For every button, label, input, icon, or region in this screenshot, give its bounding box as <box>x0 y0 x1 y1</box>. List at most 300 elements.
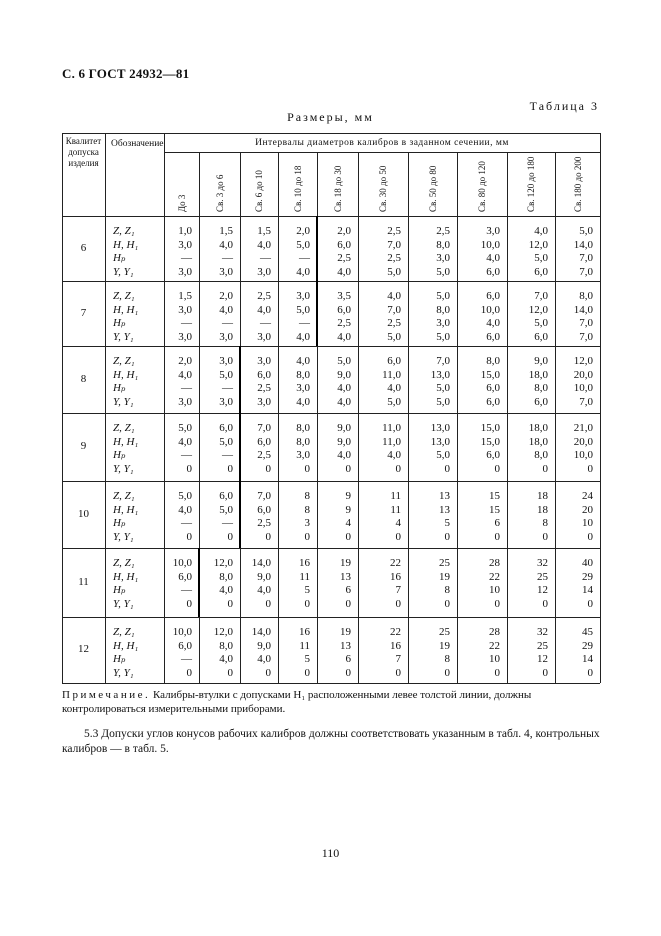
value-cell: 2,5 <box>387 225 401 237</box>
value-cell: 0 <box>345 666 351 679</box>
value-cell: 8,0 <box>219 570 233 583</box>
value-cell: 0 <box>227 530 233 543</box>
value-cell: 0 <box>395 530 401 543</box>
value-cell: 7,0 <box>579 265 593 278</box>
value-cell: 8 <box>304 503 310 516</box>
value-cell: 4,0 <box>387 449 401 461</box>
column-divider <box>62 133 63 683</box>
row-divider <box>62 548 600 549</box>
value-cell: 3,0 <box>219 355 233 367</box>
value-cell: 9,0 <box>257 639 271 652</box>
value-cell: 4,0 <box>486 252 500 264</box>
value-cell: 0 <box>304 462 310 475</box>
value-cell: 6,0 <box>178 639 192 652</box>
value-cell: 8,0 <box>296 422 310 434</box>
value-cell: 0 <box>395 597 401 610</box>
value-cell: 4,0 <box>178 368 192 381</box>
value-cell: 14,0 <box>573 238 593 251</box>
value-cell: 8 <box>304 490 310 502</box>
value-cell: 40 <box>582 557 593 569</box>
value-cell: 6,0 <box>337 238 351 251</box>
value-cell: 3,0 <box>219 395 233 408</box>
value-cell: 12,0 <box>573 355 593 367</box>
value-cell: 4,0 <box>257 584 271 596</box>
value-cell: 14 <box>582 584 593 596</box>
interval-header: Св. 180 до 200 <box>572 156 583 212</box>
value-cell: 11 <box>299 639 310 652</box>
value-cell: 28 <box>489 557 500 569</box>
value-cell: 19 <box>439 570 450 583</box>
value-cell: 6 <box>494 517 500 529</box>
value-cell: 18 <box>537 490 548 502</box>
value-cell: 5,0 <box>387 330 401 343</box>
value-cell: 5,0 <box>579 225 593 237</box>
value-cell: 2,5 <box>436 225 450 237</box>
value-cell: 0 <box>345 530 351 543</box>
value-cell: 25 <box>537 570 548 583</box>
value-cell: 14 <box>582 653 593 665</box>
value-cell: 15 <box>489 503 500 516</box>
value-cell: 9 <box>345 490 351 502</box>
value-cell: 6,0 <box>337 303 351 316</box>
value-cell: 20 <box>582 503 593 516</box>
value-cell: 3,0 <box>178 330 192 343</box>
designation-label: Y, Y₁ <box>113 265 134 278</box>
row-divider <box>62 413 600 414</box>
designation-label: H, H₁ <box>113 238 139 251</box>
value-cell: 19 <box>340 557 351 569</box>
value-cell: 6,0 <box>486 449 500 461</box>
designation-label: Y, Y₁ <box>113 530 134 543</box>
value-cell: — <box>222 517 233 529</box>
quality-cell: 6 <box>80 241 87 254</box>
value-cell: 0 <box>186 530 192 543</box>
value-cell: 0 <box>395 462 401 475</box>
header-intervals: Интервалы диаметров калибров в заданном сечении, мм <box>255 138 509 148</box>
value-cell: 10 <box>489 653 500 665</box>
value-cell: 3,0 <box>257 355 271 367</box>
value-cell: 25 <box>439 626 450 638</box>
value-cell: 0 <box>587 530 593 543</box>
value-cell: 0 <box>345 597 351 610</box>
value-cell: 8,0 <box>579 290 593 302</box>
value-cell: 20,0 <box>573 368 593 381</box>
value-cell: 10,0 <box>480 238 500 251</box>
value-cell: 2,0 <box>337 225 351 237</box>
value-cell: 10 <box>489 584 500 596</box>
value-cell: 5,0 <box>436 395 450 408</box>
value-cell: 4,0 <box>337 382 351 394</box>
value-cell: 3,0 <box>436 317 450 329</box>
value-cell: 24 <box>582 490 593 502</box>
value-cell: 0 <box>265 462 271 475</box>
value-cell: 7,0 <box>387 238 401 251</box>
designation-label: Hₚ <box>113 584 126 596</box>
value-cell: 7 <box>395 584 401 596</box>
quality-cell: 8 <box>80 372 87 385</box>
value-cell: 5,0 <box>387 265 401 278</box>
value-cell: 2,5 <box>387 252 401 264</box>
value-cell: 0 <box>542 597 548 610</box>
designation-label: Z, Z₁ <box>113 557 135 569</box>
value-cell: 11 <box>390 490 401 502</box>
interval-header: Св. 30 до 50 <box>378 165 388 212</box>
value-cell: 7,0 <box>579 395 593 408</box>
value-cell: 4,0 <box>219 584 233 596</box>
interval-header: До 3 <box>176 194 187 212</box>
value-cell: 21,0 <box>573 422 593 434</box>
value-cell: 5,0 <box>178 422 192 434</box>
header-quality: Квалитет допуска изделия <box>65 136 102 168</box>
value-cell: 5,0 <box>219 435 233 448</box>
value-cell: 4,0 <box>387 290 401 302</box>
units-label: Размеры, мм <box>287 110 374 124</box>
value-cell: 6,0 <box>219 422 233 434</box>
value-cell: 11,0 <box>382 435 401 448</box>
table-label: Таблица 3 <box>529 99 599 113</box>
value-cell: 8,0 <box>296 368 310 381</box>
value-cell: 29 <box>582 570 593 583</box>
value-cell: — <box>181 653 192 665</box>
value-cell: 0 <box>494 597 500 610</box>
designation-label: H, H₁ <box>113 503 139 516</box>
value-cell: 2,5 <box>257 449 271 461</box>
value-cell: 4,0 <box>178 435 192 448</box>
value-cell: 32 <box>537 626 548 638</box>
value-cell: 13,0 <box>430 422 450 434</box>
value-cell: 4,0 <box>387 382 401 394</box>
value-cell: 5,0 <box>436 449 450 461</box>
value-cell: — <box>222 317 233 329</box>
value-cell: 7,0 <box>579 317 593 329</box>
value-cell: 3,0 <box>257 330 271 343</box>
value-cell: 16 <box>299 557 310 569</box>
value-cell: 9,0 <box>337 422 351 434</box>
value-cell: 14,0 <box>573 303 593 316</box>
row-divider <box>62 281 600 282</box>
value-cell: 9,0 <box>337 368 351 381</box>
value-cell: 32 <box>537 557 548 569</box>
value-cell: 4,0 <box>486 317 500 329</box>
value-cell: 11 <box>390 503 401 516</box>
value-cell: 0 <box>345 462 351 475</box>
value-cell: 1,5 <box>219 225 233 237</box>
value-cell: 5,0 <box>178 490 192 502</box>
value-cell: 3,0 <box>219 330 233 343</box>
value-cell: 2,0 <box>178 355 192 367</box>
value-cell: 6,0 <box>534 395 548 408</box>
value-cell: 6 <box>345 584 351 596</box>
value-cell: 0 <box>444 597 450 610</box>
value-cell: 9 <box>345 503 351 516</box>
value-cell: 0 <box>587 597 593 610</box>
value-cell: 12 <box>537 653 548 665</box>
designation-label: Y, Y₁ <box>113 462 134 475</box>
designation-label: Hₚ <box>113 517 126 529</box>
value-cell: 0 <box>227 462 233 475</box>
value-cell: 4,0 <box>296 395 310 408</box>
value-cell: 3,0 <box>296 290 310 302</box>
quality-cell: 9 <box>80 440 87 452</box>
value-cell: 12,0 <box>213 557 233 569</box>
column-divider <box>105 133 106 683</box>
value-cell: 3,0 <box>436 252 450 264</box>
value-cell: 6,0 <box>257 503 271 516</box>
value-cell: 10,0 <box>172 626 192 638</box>
value-cell: 1,5 <box>257 225 271 237</box>
value-cell: 8 <box>444 653 450 665</box>
value-cell: 12 <box>537 584 548 596</box>
designation-label: Y, Y₁ <box>113 330 134 343</box>
value-cell: 8,0 <box>436 303 450 316</box>
value-cell: 10,0 <box>573 382 593 394</box>
value-cell: 3,5 <box>337 290 351 302</box>
value-cell: 0 <box>587 462 593 475</box>
value-cell: 6,0 <box>534 265 548 278</box>
value-cell: 9,0 <box>534 355 548 367</box>
value-cell: 4,0 <box>337 395 351 408</box>
value-cell: — <box>222 252 233 264</box>
table-border-top <box>62 133 600 134</box>
value-cell: 13 <box>340 570 351 583</box>
value-cell: 3,0 <box>296 382 310 394</box>
value-cell: 5 <box>304 653 310 665</box>
value-cell: 7,0 <box>257 422 271 434</box>
value-cell: 5,0 <box>436 265 450 278</box>
value-cell: 25 <box>439 557 450 569</box>
value-cell: 9,0 <box>337 435 351 448</box>
value-cell: 0 <box>304 666 310 679</box>
value-cell: 0 <box>444 530 450 543</box>
value-cell: 11,0 <box>382 422 401 434</box>
value-cell: 10,0 <box>172 557 192 569</box>
value-cell: 18,0 <box>528 368 548 381</box>
value-cell: 16 <box>299 626 310 638</box>
value-cell: — <box>181 317 192 329</box>
paragraph-5-3: 5.3 Допуски углов конусов рабочих калибров должны соответствовать указанным в табл. 4, контрольных калибров — в табл. 5. <box>62 728 600 755</box>
quality-cell: 12 <box>78 643 89 655</box>
value-cell: — <box>260 317 271 329</box>
designation-label: Z, Z₁ <box>113 225 135 237</box>
value-cell: 4 <box>345 517 351 529</box>
designation-label: H, H₁ <box>113 368 139 381</box>
value-cell: 3,0 <box>178 265 192 278</box>
value-cell: 1,5 <box>178 290 192 302</box>
interval-header: Св. 18 до 30 <box>332 165 343 212</box>
value-cell: 5,0 <box>219 368 233 381</box>
value-cell: 0 <box>227 597 233 610</box>
value-cell: 7,0 <box>534 290 548 302</box>
header-divider <box>164 152 600 153</box>
value-cell: 4,0 <box>257 653 271 665</box>
value-cell: 25 <box>537 639 548 652</box>
value-cell: 3,0 <box>486 225 500 237</box>
value-cell: 45 <box>582 626 593 638</box>
value-cell: 2,5 <box>337 252 351 264</box>
value-cell: 3,0 <box>178 395 192 408</box>
value-cell: 16 <box>390 639 401 652</box>
value-cell: 6,0 <box>219 490 233 502</box>
value-cell: 15,0 <box>480 435 500 448</box>
value-cell: 3,0 <box>257 395 271 408</box>
value-cell: 19 <box>340 626 351 638</box>
value-cell: 4,0 <box>534 225 548 237</box>
value-cell: 2,5 <box>257 382 271 394</box>
designation-label: Hₚ <box>113 382 126 394</box>
designation-label: Z, Z₁ <box>113 422 135 434</box>
table-note <box>62 688 602 716</box>
value-cell: 15,0 <box>480 422 500 434</box>
value-cell: 8,0 <box>436 238 450 251</box>
value-cell: 10,0 <box>573 449 593 461</box>
value-cell: 0 <box>304 597 310 610</box>
value-cell: 5,0 <box>387 395 401 408</box>
value-cell: 8,0 <box>486 355 500 367</box>
value-cell: 4,0 <box>257 303 271 316</box>
value-cell: 10 <box>582 517 593 529</box>
designation-label: Hₚ <box>113 653 126 665</box>
value-cell: 0 <box>265 597 271 610</box>
note-text: Калибры-втулки с допусками H₁ расположенными левее толстой линии, должны контролироваться измерительными приборами. <box>62 689 532 715</box>
row-divider <box>62 346 600 347</box>
value-cell: 15,0 <box>480 368 500 381</box>
value-cell: 7 <box>395 653 401 665</box>
value-cell: 15 <box>489 490 500 502</box>
value-cell: 8,0 <box>296 435 310 448</box>
value-cell: 11,0 <box>382 368 401 381</box>
value-cell: 12,0 <box>528 238 548 251</box>
value-cell: 4,0 <box>296 265 310 278</box>
value-cell: — <box>299 252 310 264</box>
designation-label: Z, Z₁ <box>113 355 135 367</box>
designation-label: Hₚ <box>113 252 126 264</box>
value-cell: 6,0 <box>486 382 500 394</box>
value-cell: 5,0 <box>534 317 548 329</box>
value-cell: 6,0 <box>486 290 500 302</box>
value-cell: 5,0 <box>296 303 310 316</box>
row-divider <box>62 216 600 217</box>
designation-label: H, H₁ <box>113 435 139 448</box>
value-cell: 8,0 <box>219 639 233 652</box>
value-cell: 14,0 <box>251 626 271 638</box>
value-cell: 7,0 <box>387 303 401 316</box>
value-cell: 20,0 <box>573 435 593 448</box>
value-cell: 0 <box>265 666 271 679</box>
interval-header: Св. 6 до 10 <box>254 170 264 212</box>
value-cell: 8 <box>542 517 548 529</box>
value-cell: 0 <box>186 462 192 475</box>
value-cell: 3,0 <box>219 265 233 278</box>
value-cell: — <box>181 382 192 394</box>
value-cell: 0 <box>494 530 500 543</box>
value-cell: 2,5 <box>387 317 401 329</box>
value-cell: 0 <box>304 530 310 543</box>
value-cell: 6,0 <box>534 330 548 343</box>
value-cell: 13,0 <box>430 435 450 448</box>
interval-header: Св. 3 до 6 <box>214 174 225 212</box>
interval-header: Св. 120 до 180 <box>526 156 536 212</box>
column-divider <box>600 133 601 683</box>
value-cell: — <box>260 252 271 264</box>
value-cell: 0 <box>494 666 500 679</box>
value-cell: 2,5 <box>337 317 351 329</box>
value-cell: 5,0 <box>296 238 310 251</box>
designation-label: H, H₁ <box>113 570 139 583</box>
value-cell: 8,0 <box>534 449 548 461</box>
value-cell: 0 <box>444 666 450 679</box>
value-cell: 2,5 <box>257 517 271 529</box>
value-cell: 9,0 <box>257 570 271 583</box>
value-cell: 7,0 <box>579 330 593 343</box>
value-cell: 4,0 <box>219 653 233 665</box>
value-cell: 5,0 <box>219 503 233 516</box>
value-cell: 12,0 <box>528 303 548 316</box>
value-cell: 4,0 <box>296 330 310 343</box>
value-cell: — <box>181 449 192 461</box>
row-divider <box>62 617 600 618</box>
value-cell: 0 <box>542 530 548 543</box>
value-cell: 22 <box>489 639 500 652</box>
designation-label: Y, Y₁ <box>113 597 134 610</box>
value-cell: 5,0 <box>436 290 450 302</box>
page-header: С. 6 ГОСТ 24932—81 <box>62 66 190 81</box>
value-cell: 4,0 <box>296 355 310 367</box>
value-cell: 7,0 <box>436 355 450 367</box>
value-cell: 8,0 <box>534 382 548 394</box>
value-cell: 0 <box>494 462 500 475</box>
quality-cell: 11 <box>78 575 89 588</box>
interval-header: Св. 10 до 18 <box>292 165 303 212</box>
value-cell: 4,0 <box>337 265 351 278</box>
row-divider <box>62 683 600 684</box>
value-cell: 2,5 <box>257 290 271 302</box>
designation-label: Z, Z₁ <box>113 626 135 638</box>
value-cell: 7,0 <box>257 490 271 502</box>
value-cell: 11 <box>299 570 310 583</box>
value-cell: 4,0 <box>219 238 233 251</box>
value-cell: 28 <box>489 626 500 638</box>
value-cell: 0 <box>542 462 548 475</box>
designation-label: Z, Z₁ <box>113 290 135 302</box>
value-cell: 22 <box>390 626 401 638</box>
value-cell: 4,0 <box>337 330 351 343</box>
value-cell: 5,0 <box>436 330 450 343</box>
value-cell: 6,0 <box>486 330 500 343</box>
value-cell: 13 <box>439 490 450 502</box>
value-cell: 2,0 <box>296 225 310 237</box>
value-cell: 6 <box>345 653 351 665</box>
value-cell: — <box>222 382 233 394</box>
value-cell: 0 <box>186 666 192 679</box>
value-cell: 2,0 <box>219 290 233 302</box>
value-cell: 0 <box>587 666 593 679</box>
value-cell: 4,0 <box>219 303 233 316</box>
value-cell: 6,0 <box>257 368 271 381</box>
value-cell: 13,0 <box>430 368 450 381</box>
value-cell: 3,0 <box>296 449 310 461</box>
note-label: Примечание. <box>62 689 151 701</box>
value-cell: 18,0 <box>528 422 548 434</box>
designation-label: Y, Y₁ <box>113 395 134 408</box>
value-cell: 18,0 <box>528 435 548 448</box>
interval-header: Св. 80 до 120 <box>477 161 487 212</box>
value-cell: 10,0 <box>480 303 500 316</box>
value-cell: 5 <box>444 517 450 529</box>
value-cell: 5,0 <box>337 355 351 367</box>
value-cell: 4,0 <box>257 238 271 251</box>
designation-label: Y, Y₁ <box>113 666 134 679</box>
value-cell: 0 <box>186 597 192 610</box>
